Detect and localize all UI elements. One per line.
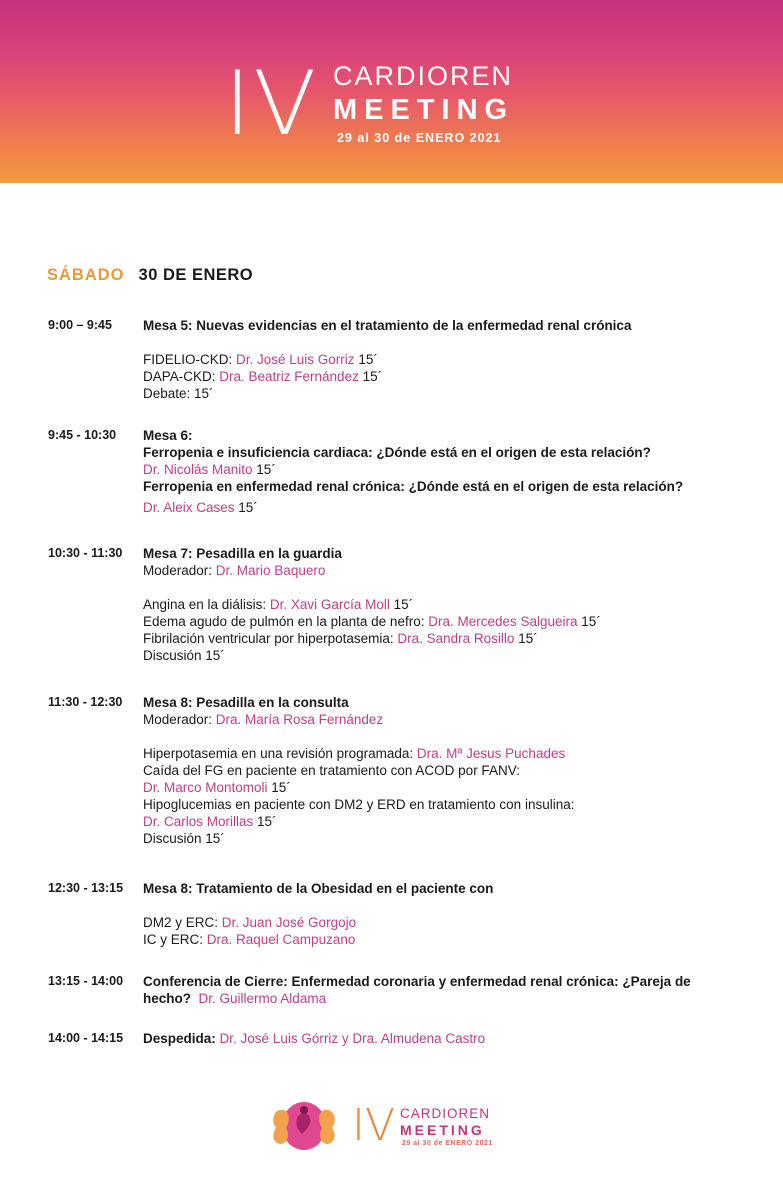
talk-line: IC y ERC: Dra. Raquel Campuzano bbox=[143, 932, 356, 947]
talk-line: Dr. Carlos Morillas 15´ bbox=[143, 814, 277, 829]
footer-event-subtitle: MEETING bbox=[400, 1122, 485, 1138]
talk-line: FIDELIO-CKD: Dr. José Luis Gorriz 15´ bbox=[143, 352, 378, 367]
session-time: 12:30 - 13:15 bbox=[48, 881, 124, 895]
speaker-name: Dra. Raquel Campuzano bbox=[206, 932, 356, 947]
talk-line: DAPA-CKD: Dra. Beatriz Fernández 15´ bbox=[143, 369, 383, 384]
talk-line: Hiperpotasemia en una revisión programada: Dra. Mª Jesus Puchades bbox=[143, 746, 566, 761]
footer-logo bbox=[268, 1098, 508, 1158]
speaker-name: Dr. José Luis Gorriz bbox=[236, 352, 355, 367]
footer-event-name: CARDIOREN bbox=[400, 1106, 491, 1121]
moderator-line: Moderador: Dra. María Rosa Fernández bbox=[143, 712, 384, 727]
day-date: 30 DE ENERO bbox=[138, 266, 254, 284]
session-title: Mesa 7: Pesadilla en la guardia bbox=[143, 546, 342, 561]
speaker-name: Dr. Mario Baquero bbox=[215, 563, 326, 578]
talk-line: Hipoglucemias en paciente con DM2 y ERD en tratamiento con insulina: bbox=[143, 797, 575, 812]
day-name: SÁBADO bbox=[47, 266, 125, 284]
session-time: 9:00 – 9:45 bbox=[48, 318, 112, 332]
speaker-name: Dr. Juan José Gorgojo bbox=[221, 915, 357, 930]
session-time: 11:30 - 12:30 bbox=[48, 695, 123, 709]
talk-title: Ferropenia en enfermedad renal crónica: ¿Dónde está en el origen de esta relación? bbox=[143, 479, 684, 494]
speaker-name: Dr. Carlos Morillas bbox=[143, 814, 254, 829]
session-title: Mesa 5: Nuevas evidencias en el tratamiento de la enfermedad renal crónica bbox=[143, 318, 632, 333]
session-title: Mesa 8: Tratamiento de la Obesidad en el paciente con bbox=[143, 881, 494, 896]
talk-line: Dr. Aleix Cases 15´ bbox=[143, 500, 258, 515]
session-title: Mesa 6: bbox=[143, 428, 193, 443]
speaker-name: Dra. Sandra Rosillo bbox=[397, 631, 515, 646]
session-time: 10:30 - 11:30 bbox=[48, 546, 123, 560]
header-event-dates: 29 al 30 de ENERO 2021 bbox=[337, 131, 502, 145]
speaker-name: Dra. Beatriz Fernández bbox=[219, 369, 359, 384]
talk-line: Dr. Nicolás Manito 15´ bbox=[143, 462, 276, 477]
talk-line: Angina en la diálisis: Dr. Xavi García Moll 15´ bbox=[143, 597, 414, 612]
footer-event-dates: 29 al 30 de ENERO 2021 bbox=[402, 1140, 493, 1147]
hearts-kidneys-emblem-icon bbox=[268, 1098, 340, 1154]
speaker-name: Dra. Mercedes Salgueira bbox=[428, 614, 578, 629]
talk-line: Discusión 15´ bbox=[143, 648, 225, 663]
talk-line: Dr. Marco Montomoli 15´ bbox=[143, 780, 291, 795]
session-title: Mesa 8: Pesadilla en la consulta bbox=[143, 695, 349, 710]
talk-line: Fibrilación ventricular por hiperpotasemia: Dra. Sandra Rosillo 15´ bbox=[143, 631, 538, 646]
talk-line: Caída del FG en paciente en tratamiento con ACOD por FANV: bbox=[143, 763, 520, 778]
speaker-name: Dra. María Rosa Fernández bbox=[215, 712, 384, 727]
header-event-name: CARDIOREN bbox=[333, 61, 514, 91]
footer-roman-numeral: IV bbox=[352, 1100, 396, 1151]
talk-line: Discusión 15´ bbox=[143, 831, 225, 846]
talk-line bbox=[143, 1030, 768, 1047]
speaker-name: Dra. Mª Jesus Puchades bbox=[416, 746, 566, 761]
session-title: Conferencia de Cierre: Enfermedad coronaria y enfermedad renal crónica: ¿Pareja de bbox=[143, 974, 691, 989]
header-roman-numeral: IV bbox=[223, 52, 319, 155]
speaker-name: Dr. Nicolás Manito bbox=[143, 462, 253, 477]
speaker-name: Dr. Aleix Cases bbox=[143, 500, 235, 515]
speaker-name: Dr. Marco Montomoli bbox=[143, 780, 268, 795]
talk-line: DM2 y ERC: Dr. Juan José Gorgojo bbox=[143, 915, 357, 930]
header-banner bbox=[0, 0, 783, 183]
speaker-name: Dr. Xavi García Moll bbox=[269, 597, 390, 612]
session-time: 14:00 - 14:15 bbox=[48, 1031, 124, 1045]
talk-line: Debate: 15´ bbox=[143, 386, 214, 401]
session-time: 9:45 - 10:30 bbox=[48, 428, 117, 442]
speaker-name: Dr. Guillermo Aldama bbox=[198, 991, 327, 1006]
session-time: 13:15 - 14:00 bbox=[48, 974, 124, 988]
session-title: Despedida: bbox=[143, 1031, 216, 1046]
speaker-name: Dr. José Luis Górriz y Dra. Almudena Castro bbox=[219, 1031, 486, 1046]
talk-line: hecho? Dr. Guillermo Aldama bbox=[143, 991, 327, 1006]
day-heading bbox=[47, 266, 253, 285]
header-event-subtitle: MEETING bbox=[333, 94, 515, 126]
moderator-line: Moderador: Dr. Mario Baquero bbox=[143, 563, 326, 578]
talk-title: Ferropenia e insuficiencia cardiaca: ¿Dónde está en el origen de esta relación? bbox=[143, 445, 651, 460]
talk-line: Edema agudo de pulmón en la planta de nefro: Dra. Mercedes Salgueira 15´ bbox=[143, 614, 601, 629]
